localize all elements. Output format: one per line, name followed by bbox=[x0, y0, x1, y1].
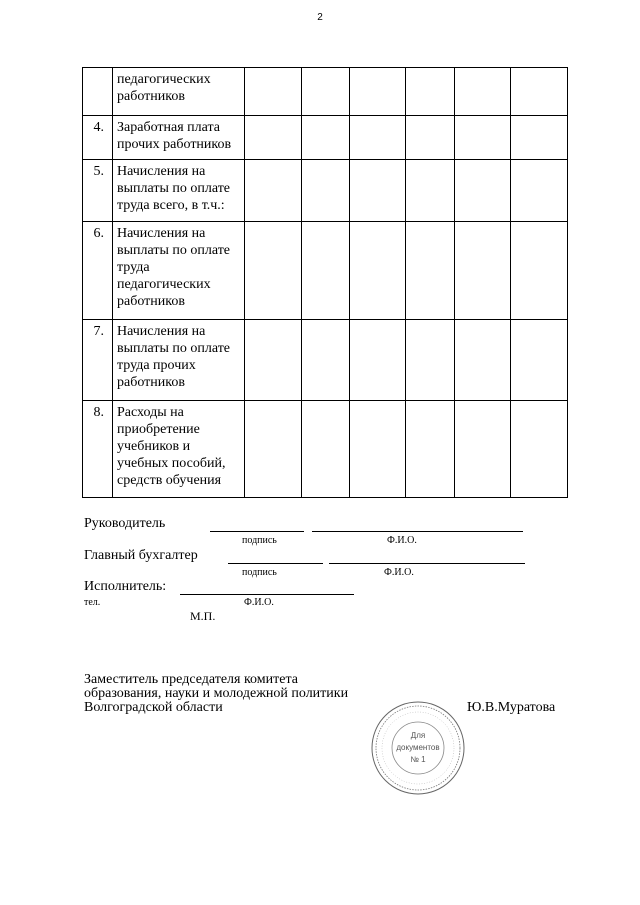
chief-accountant-label: Главный бухгалтер bbox=[84, 548, 198, 563]
row-number: 7. bbox=[83, 320, 113, 401]
stamp-text-1: Для bbox=[410, 731, 426, 740]
accountant-name-line bbox=[329, 563, 525, 564]
page-number: 2 bbox=[317, 12, 323, 23]
row-number: 6. bbox=[83, 222, 113, 320]
stamp-text-2: документов bbox=[396, 743, 440, 752]
row-label: Начисления на выплаты по оплате труда педагогических работников bbox=[113, 222, 245, 320]
signer-title-line-2: образования, науки и молодежной политики bbox=[84, 686, 349, 701]
executor-name-caption: Ф.И.О. bbox=[244, 597, 274, 608]
row-label: Начисления на выплаты по оплате труда всего, в т.ч.: bbox=[113, 160, 245, 222]
signer-name: Ю.В.Муратова bbox=[467, 700, 556, 715]
table-row bbox=[83, 222, 568, 320]
executor-line bbox=[180, 594, 354, 595]
row-label: Расходы на приобретение учебников и учебных пособий, средств обучения bbox=[113, 401, 245, 498]
table-row bbox=[83, 68, 568, 116]
head-name-caption: Ф.И.О. bbox=[387, 535, 417, 546]
row-label: Заработная плата прочих работников bbox=[113, 116, 245, 160]
table-row bbox=[83, 160, 568, 222]
row-number: 5. bbox=[83, 160, 113, 222]
signer-title-line-1: Заместитель председателя комитета bbox=[84, 672, 298, 687]
table-row bbox=[83, 320, 568, 401]
row-number: 8. bbox=[83, 401, 113, 498]
seal-place: М.П. bbox=[190, 609, 216, 623]
accountant-signature-line bbox=[228, 563, 323, 564]
head-signature-caption: подпись bbox=[242, 535, 277, 546]
row-label: педагогических работников bbox=[113, 68, 245, 116]
row-label: Начисления на выплаты по оплате труда прочих работников bbox=[113, 320, 245, 401]
accountant-name-caption: Ф.И.О. bbox=[384, 567, 414, 578]
table-row bbox=[83, 401, 568, 498]
row-number: 4. bbox=[83, 116, 113, 160]
head-label: Руководитель bbox=[84, 516, 166, 531]
signer-title bbox=[84, 673, 348, 715]
head-signature-line bbox=[210, 531, 304, 532]
signer-title-line-3: Волгоградской области bbox=[84, 700, 223, 715]
budget-table bbox=[82, 67, 568, 498]
executor-label: Исполнитель: bbox=[84, 579, 167, 594]
table-row bbox=[83, 116, 568, 160]
stamp-text-3: № 1 bbox=[410, 755, 426, 764]
row-number bbox=[83, 68, 113, 116]
head-name-line bbox=[312, 531, 523, 532]
accountant-signature-caption: подпись bbox=[242, 567, 277, 578]
official-stamp bbox=[370, 700, 466, 796]
phone-label: тел. bbox=[84, 597, 101, 608]
